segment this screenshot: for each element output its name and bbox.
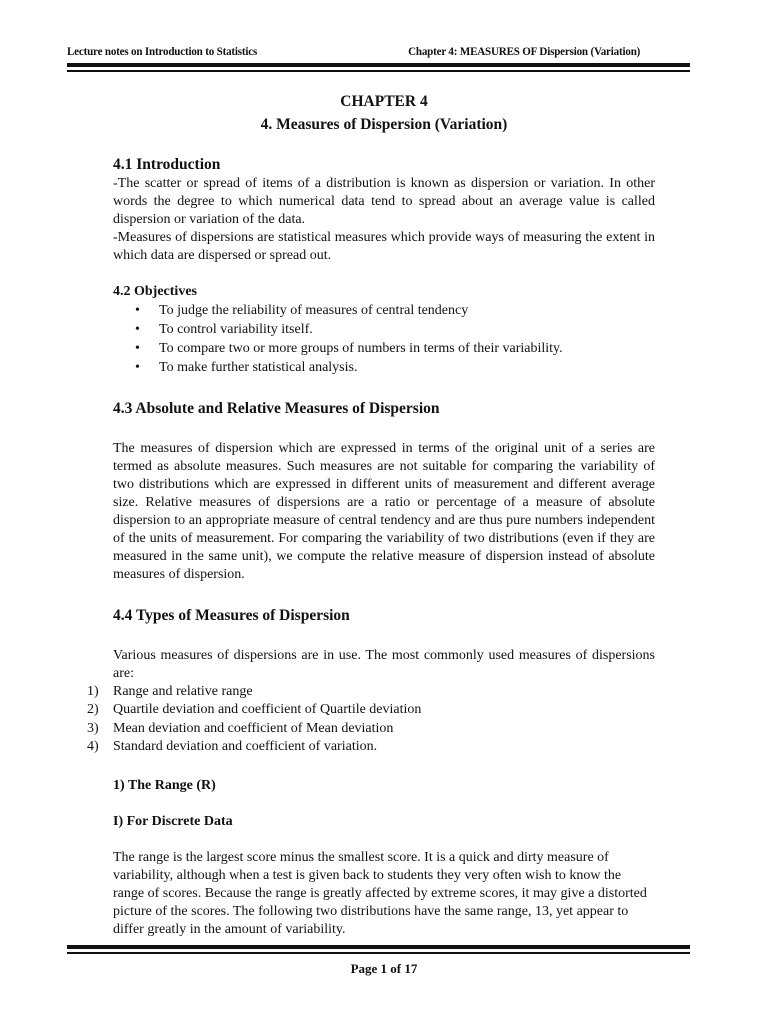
list-item: • To control variability itself. xyxy=(135,322,313,337)
list-item: • To make further statistical analysis. xyxy=(135,360,358,375)
types-list xyxy=(87,683,655,756)
list-item: • To judge the reliability of measures of central tendency xyxy=(135,303,469,318)
chapter-title: 4. Measures of Dispersion (Variation) xyxy=(260,116,508,133)
absolute-relative-paragraph: The measures of dispersion which are expressed in terms of the original unit of a series are termed as absolute measures. Such measures are not suitable for comparing the variability of two distributions which are expressed in different units of measurement and different average size. Relative measures of dispersions are a ratio or percentage of a measure of absolute dispersion to an appropriate measure of central tendency and are thus pure numbers independent of the units of measurement. For comparing the variability of two distributions (even if they are measured in the same unit), we compute the relative measure of dispersion instead of absolute measures of dispersion. xyxy=(113,441,655,582)
subsection-heading-discrete-data: I) For Discrete Data xyxy=(113,814,233,830)
list-item: • To compare two or more groups of numbers in terms of their variability. xyxy=(135,341,563,356)
objectives-list xyxy=(113,301,655,377)
header-right: Chapter 4: MEASURES OF Dispersion (Variation) xyxy=(408,44,641,58)
bullet-icon: • xyxy=(135,322,140,337)
section-heading-types: 4.4 Types of Measures of Dispersion xyxy=(113,607,350,624)
bullet-icon: • xyxy=(135,303,140,318)
list-item: 2) Quartile deviation and coefficient of Quartile deviation xyxy=(87,702,422,718)
footer-rule-thin xyxy=(67,952,690,954)
subsection-heading-range: 1) The Range (R) xyxy=(113,778,216,794)
range-paragraph: The range is the largest score minus the smallest score. It is a quick and dirty measure of variability, although when a test is given back to students they very often wish to know the range of scores. Because the range is greatly affected by extreme scores, it may give a distorted picture of the scores. The following two distributions have the same range, 13, yet appear to differ greatly in the amount of variability. xyxy=(113,850,647,938)
bullet-icon: • xyxy=(135,360,140,375)
intro-paragraph-1: -The scatter or spread of items of a distribution is known as dispersion or variation. In other words the degree to which numerical data tend to spread about an average value is called dispersion or variation of the data. xyxy=(113,176,655,227)
section-heading-objectives: 4.2 Objectives xyxy=(113,284,197,299)
intro-paragraph-2: -Measures of dispersions are statistical measures which provide ways of measuring the extent in which data are dispersed or spread out. xyxy=(113,230,655,263)
header-rule-thin xyxy=(67,70,690,72)
page-body xyxy=(87,92,655,939)
footer-rule-thick xyxy=(67,945,690,949)
section-heading-introduction: 4.1 Introduction xyxy=(113,156,221,173)
page-number: Page 1 of 17 xyxy=(350,961,418,976)
list-item: 1) Range and relative range xyxy=(87,684,253,699)
header-left: Lecture notes on Introduction to Statistics xyxy=(67,44,258,58)
section-heading-absolute-relative: 4.3 Absolute and Relative Measures of Dispersion xyxy=(113,400,440,417)
chapter-number: CHAPTER 4 xyxy=(340,93,428,110)
list-item: 3) Mean deviation and coefficient of Mean deviation xyxy=(87,720,394,736)
types-intro-paragraph: Various measures of dispersions are in use. The most commonly used measures of dispersions are: xyxy=(113,648,655,681)
list-item: 4) Standard deviation and coefficient of variation. xyxy=(87,738,378,754)
header-rule-thick xyxy=(67,63,690,67)
running-header xyxy=(67,44,640,59)
bullet-icon: • xyxy=(135,341,140,356)
